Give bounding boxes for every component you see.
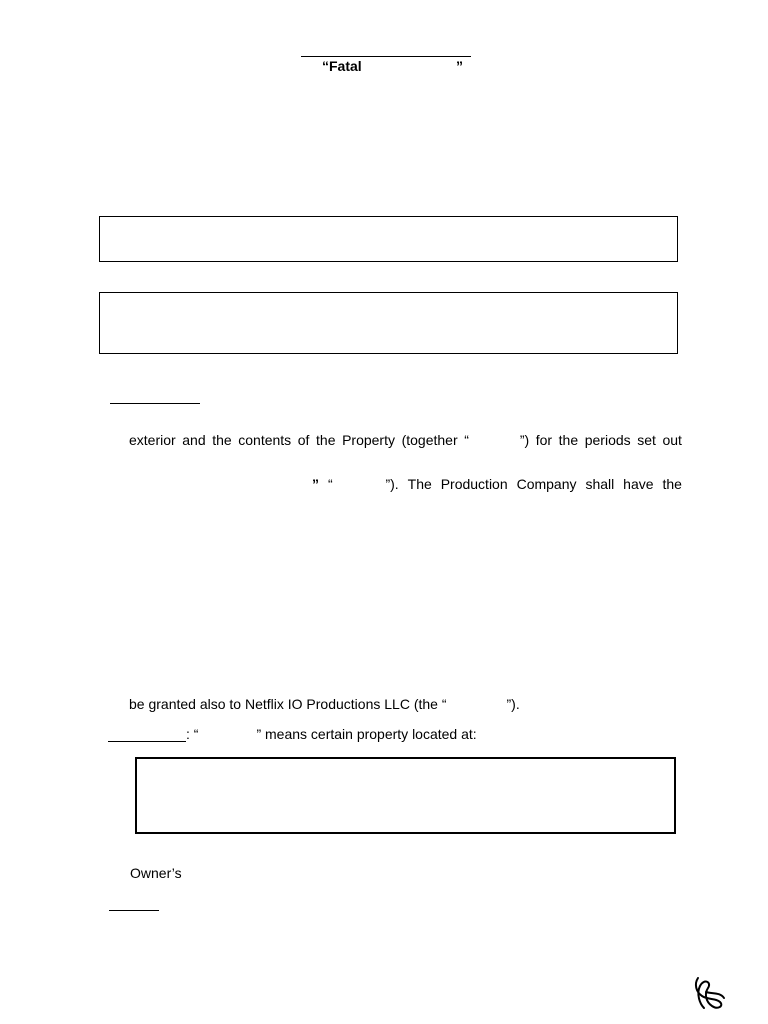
title-open: “Fatal (322, 58, 362, 74)
title-underline (301, 56, 471, 57)
section-heading-underline (110, 403, 200, 404)
paragraph-1-line-2: ” “ ”). The Production Company shall have the (312, 476, 682, 492)
property-address-box (135, 757, 676, 834)
redacted-box-2 (99, 292, 678, 354)
owner-label: Owner’s (130, 865, 182, 881)
signature-mark-icon (690, 974, 728, 1012)
definition-line: : “ ” means certain property located at: (186, 726, 477, 742)
paragraph-2-line: be granted also to Netflix IO Productions LLC (the “ ”). (129, 696, 520, 712)
paragraph-1-line-1: exterior and the contents of the Property (together “ ”) for the periods set out (129, 432, 682, 448)
section-heading-underline-2 (109, 910, 159, 911)
title-close: ” (456, 58, 463, 74)
definition-heading-underline (108, 741, 186, 742)
redacted-box-1 (99, 216, 678, 262)
